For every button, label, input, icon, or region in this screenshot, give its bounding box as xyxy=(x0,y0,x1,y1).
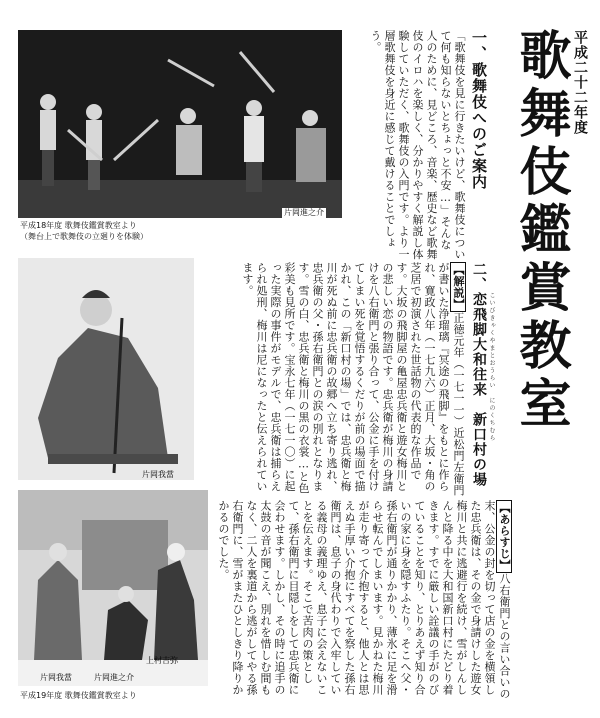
photo-workshop xyxy=(18,30,342,218)
section2-heading: 二、恋飛脚大和往来 新口村の場 xyxy=(471,262,487,487)
photo-gato xyxy=(18,258,194,480)
photo1-caption-2: （舞台上で歌舞伎の立廻りを体験） xyxy=(20,232,148,241)
gato-photo-image xyxy=(18,258,194,480)
photo3-credit-b: 片岡我當 xyxy=(40,673,72,682)
photo1-credit: 片岡進之介 xyxy=(284,208,324,217)
photo-niinokuchi xyxy=(18,490,208,686)
title-year: 平成二十二年度 xyxy=(572,30,588,135)
section2-ruby: こいびきゃくやまとおうらい にのくちむら xyxy=(488,292,495,442)
commentary-tag: 【解説】 xyxy=(452,264,465,310)
photo3-caption: 平成19年度 歌舞伎鑑賞教室より xyxy=(20,691,137,700)
synopsis-tag: 【あらすじ】 xyxy=(498,502,511,571)
photo3-credit-c: 片岡進之介 xyxy=(94,673,134,682)
photo3-credit-a: 上村吉弥 xyxy=(146,656,178,665)
page-title: 歌舞伎鑑賞教室 xyxy=(510,28,570,434)
synopsis-text xyxy=(212,500,512,704)
photo1-caption-1: 平成18年度 歌舞伎鑑賞教室より xyxy=(20,221,137,230)
section1-heading: 一、歌舞伎へのご案内 xyxy=(470,30,488,190)
photo2-credit: 片岡我當 xyxy=(142,470,174,479)
commentary-text xyxy=(200,262,466,498)
synopsis-body: 八右衛門との言い合いの末、公金の封を切って店の金を横領した忠兵衛は、その金で身請けした遊女梅川と共に逃避行を続け、雪がしんしんと降る中を大和国新口村にたどり着きます。すでに厳しい詮議の手がのびていることを知り、とりあえず知り合いの家に身を隠すふたり。そこへ父・孫右衛門が通りかかり、薄氷に足を滑らせ転んでしまいます。見かねた梅川が走り寄って介抱すると、他人とは思えぬ手厚い介抱にすべてを察した孫右衛門は、息子の身代わりで入牢している義母の義理ゆえ、息子に会えないことを伝えます。そこで苦肉の策として、孫右衛門に目隠しをして忠兵衛に会わせます。しかし、その時に追手の太鼓の音が聞こえ、別れを惜しむ間もなく、二人を裏道から逃がしてやる孫右衛門に、雪がまたひとしきり降りかかるのでした。 xyxy=(217,500,511,700)
section1-body: 「歌舞伎を見に行きたいけど、歌舞伎について何も知らないとちょっと不安…」そんな人のために、見どころ、音楽、歴史など歌舞伎のイロハを楽しく、分かりやすく解説し体験していただく、歌舞伎の入門です。より一層歌舞伎を身近に感じて戴けることでしょう。 xyxy=(369,30,466,260)
workshop-photo-image xyxy=(18,30,342,218)
niinokuchi-photo-image xyxy=(18,490,208,686)
commentary-body: 正徳元年（一七一一）近松門左衛門が書いた浄瑠璃『冥途の飛脚』をもとに作られ、寛政八年（一七九六）正月、大坂・角の芝居で初演された世話物の代表的な作品です。大坂の飛脚屋の亀屋忠兵衛と遊女梅川との悲しい恋の物語です。忠兵衛が梅川の身請けを八右衛門と張り合って、公金に手を付けてしまい死を覚悟するくだりが前の場面で描かれ、この「新口村の場」では、忠兵衛と梅川が死ぬ前に忠兵衛の故郷へ立ち寄り逃れ、忠兵衛の父・孫右衛門との涙の別れとなります。雪の白、忠兵衛と梅川の黒の衣裳…と色彩美も見所です。宝永七年（一七一〇）に起った実際の事件がモデルで、忠兵衛は捕らえられ処刑、梅川は尼になったと伝えられています。 xyxy=(241,262,465,496)
